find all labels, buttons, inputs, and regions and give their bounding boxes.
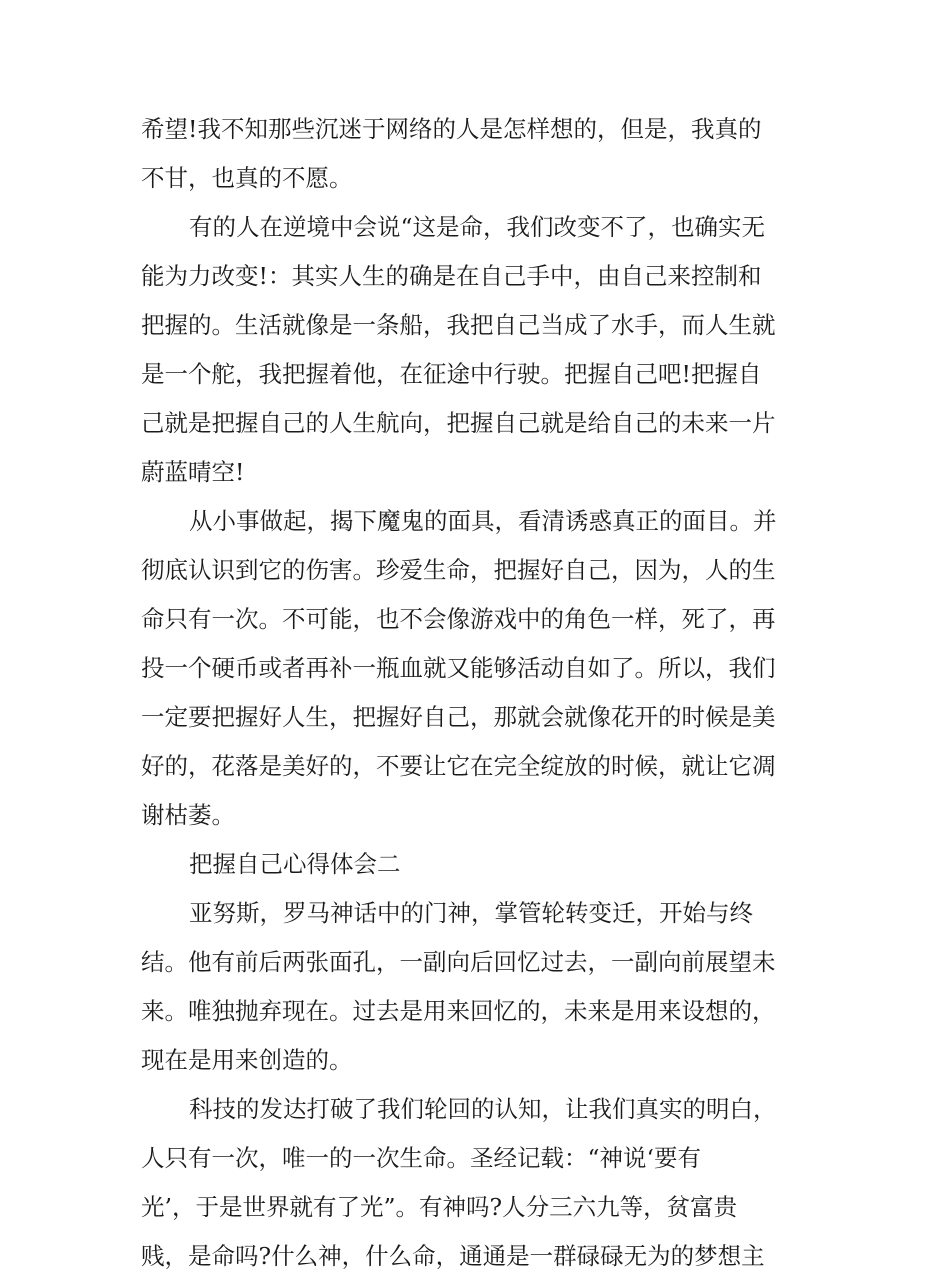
text-line: 彻底认识到它的伤害。珍爱生命，把握好自己，因为，人的生 [141,556,776,584]
paragraph-start-line: 有的人在逆境中会说“这是命，我们改变不了，也确实无 [189,213,766,241]
text-line: 人只有一次，唯一的一次生命。圣经记载：“神说‘要有 [141,1144,701,1172]
text-line: 结。他有前后两张面孔，一副向后回忆过去，一副向前展望未 [141,948,776,976]
text-line: 不甘，也真的不愿。 [141,164,353,192]
text-line: 希望!我不知那些沉迷于网络的人是怎样想的，但是，我真的 [141,115,762,143]
text-line: 蔚蓝晴空! [141,458,245,486]
section-heading: 把握自己心得体会二 [189,850,401,878]
text-line: 贱，是命吗?什么神，什么命，通通是一群碌碌无为的梦想主 [141,1242,765,1270]
text-line: 一定要把握好人生，把握好自己，那就会就像花开的时候是美 [141,703,776,731]
text-line: 命只有一次。不可能，也不会像游戏中的角色一样，死了，再 [141,605,776,633]
paragraph-start-line: 从小事做起，揭下魔鬼的面具，看清诱惑真正的面目。并 [189,507,777,535]
text-line: 现在是用来创造的。 [141,1046,353,1074]
document-page [141,105,811,1281]
text-line: 来。唯独抛弃现在。过去是用来回忆的，未来是用来设想的， [141,997,776,1025]
text-line: 谢枯萎。 [141,801,235,829]
paragraph-start-line: 科技的发达打破了我们轮回的认知，让我们真实的明白， [189,1095,777,1123]
text-line: 能为力改变!：其实人生的确是在自己手中，由自己来控制和 [141,262,762,290]
text-line: 把握的。生活就像是一条船，我把自己当成了水手，而人生就 [141,311,776,339]
text-line: 投一个硬币或者再补一瓶血就又能够活动自如了。所以，我们 [141,654,776,682]
text-line: 光’，于是世界就有了光”。有神吗?人分三六九等，贫富贵 [141,1193,738,1221]
text-line: 好的，花落是美好的，不要让它在完全绽放的时候，就让它凋 [141,752,776,780]
text-line: 己就是把握自己的人生航向，把握自己就是给自己的未来一片 [141,409,776,437]
text-line: 是一个舵，我把握着他，在征途中行驶。把握自己吧!把握自 [141,360,762,388]
paragraph-start-line: 亚努斯，罗马神话中的门神，掌管轮转变迁，开始与终 [189,899,753,927]
